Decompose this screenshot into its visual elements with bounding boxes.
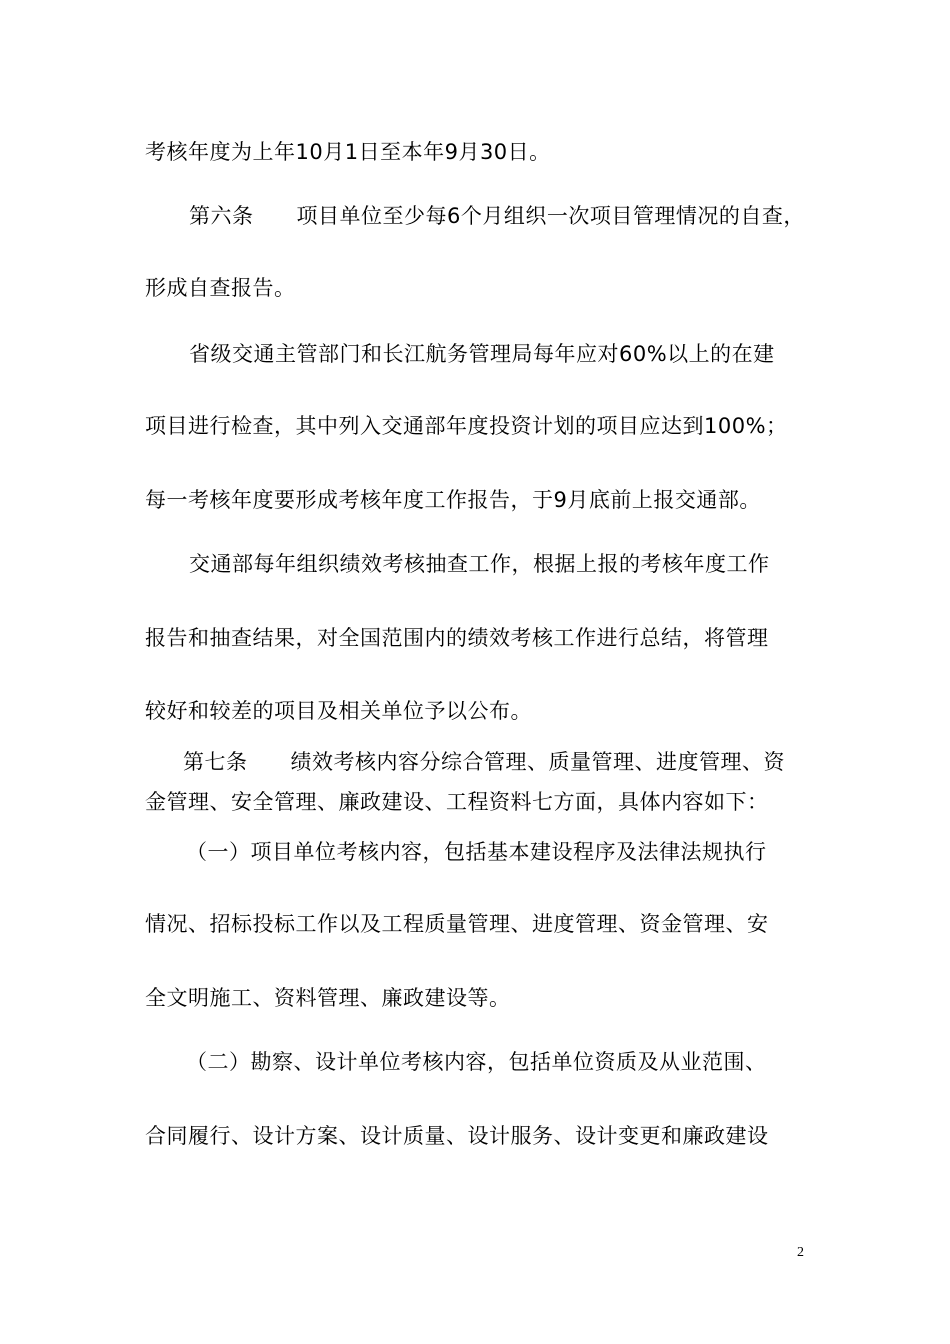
text-line-3: 形成自查报告。: [145, 276, 296, 300]
page-number: 2: [797, 1245, 804, 1260]
text-line-9: 较好和较差的项目及相关单位予以公布。: [145, 699, 532, 723]
text-line-4: 省级交通主管部门和长江航务管理局每年应对60%以上的在建: [189, 342, 775, 366]
item-1-line: （一）项目单位考核内容，包括基本建设程序及法律法规执行: [186, 840, 767, 864]
text-line-8: 报告和抽查结果，对全国范围内的绩效考核工作进行总结，将管理: [145, 626, 769, 650]
text-line-6: 每一考核年度要形成考核年度工作报告，于9月底前上报交通部。: [145, 488, 761, 512]
text-line-5: 项目进行检查，其中列入交通部年度投资计划的项目应达到100%；: [145, 414, 788, 438]
article-7-heading-line: 第七条 绩效考核内容分综合管理、质量管理、进度管理、资: [183, 750, 785, 774]
article-6-heading-line: 第六条 项目单位至少每6个月组织一次项目管理情况的自查，: [189, 204, 805, 228]
text-line-14: 全文明施工、资料管理、廉政建设等。: [145, 986, 511, 1010]
text-line-13: 情况、招标投标工作以及工程质量管理、进度管理、资金管理、安: [145, 912, 769, 936]
text-line-7: 交通部每年组织绩效考核抽查工作，根据上报的考核年度工作: [189, 552, 770, 576]
text-line-1: 考核年度为上年10月1日至本年9月30日。: [145, 140, 551, 164]
text-line-16: 合同履行、设计方案、设计质量、设计服务、设计变更和廉政建设: [145, 1124, 769, 1148]
item-2-line: （二）勘察、设计单位考核内容，包括单位资质及从业范围、: [186, 1050, 767, 1074]
text-line-11: 金管理、安全管理、廉政建设、工程资料七方面，具体内容如下：: [145, 790, 769, 814]
